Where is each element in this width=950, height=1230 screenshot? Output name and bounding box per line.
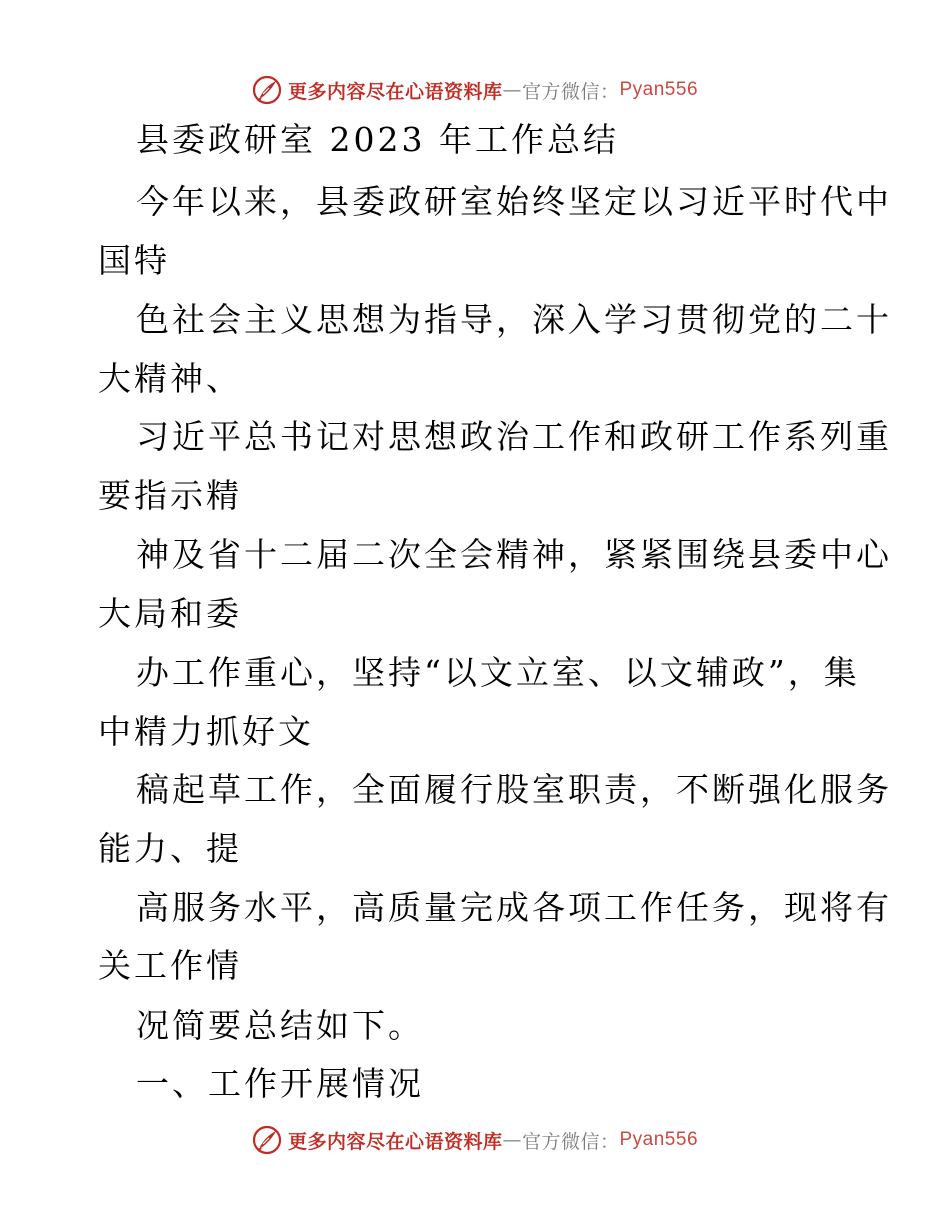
paragraph-line: 高服务水平，高质量完成各项工作任务，现将有 (136, 888, 892, 927)
paragraph-line: 国特 (98, 241, 170, 280)
document-title: 县委政研室 2023 年工作总结 (136, 120, 619, 159)
paragraph-line: 况简要总结如下。 (136, 1006, 424, 1045)
watermark-site-text: 更多内容尽在心语资料库 (287, 1130, 503, 1153)
paragraph-line: 能力、提 (98, 829, 242, 868)
watermark-separator: — (502, 1129, 522, 1151)
watermark-site-text: 更多内容尽在心语资料库 (287, 80, 503, 103)
paragraph-line: 色社会主义思想为指导，深入学习贯彻党的二十 (136, 300, 892, 339)
watermark-handle: Pyan556 (619, 1129, 699, 1150)
watermark-banner-bottom (0, 1120, 950, 1160)
quill-pen-logo-icon (252, 75, 282, 105)
paragraph-line: 要指示精 (98, 476, 242, 515)
paragraph-line: 今年以来，县委政研室始终坚定以习近平时代中 (136, 182, 892, 221)
watermark-label: 官方微信： (521, 80, 620, 103)
quill-pen-logo-icon (252, 1125, 282, 1155)
paragraph-line: 大局和委 (98, 594, 242, 633)
paragraph-line: 神及省十二届二次全会精神，紧紧围绕县委中心 (136, 535, 892, 574)
paragraph-line: 大精神、 (98, 359, 242, 398)
paragraph-line: 习近平总书记对思想政治工作和政研工作系列重 (136, 417, 892, 456)
paragraph-line: 办工作重心，坚持“以文立室、以文辅政”，集 (136, 653, 860, 692)
watermark-separator: — (502, 79, 522, 101)
paragraph-line: 中精力抓好文 (98, 712, 314, 751)
watermark-banner-top (0, 70, 950, 110)
section-heading: 一、工作开展情况 (136, 1064, 424, 1103)
watermark-handle: Pyan556 (619, 79, 699, 100)
paragraph-line: 关工作情 (98, 946, 242, 985)
paragraph-line: 稿起草工作，全面履行股室职责，不断强化服务 (136, 770, 892, 809)
watermark-label: 官方微信： (521, 1130, 620, 1153)
